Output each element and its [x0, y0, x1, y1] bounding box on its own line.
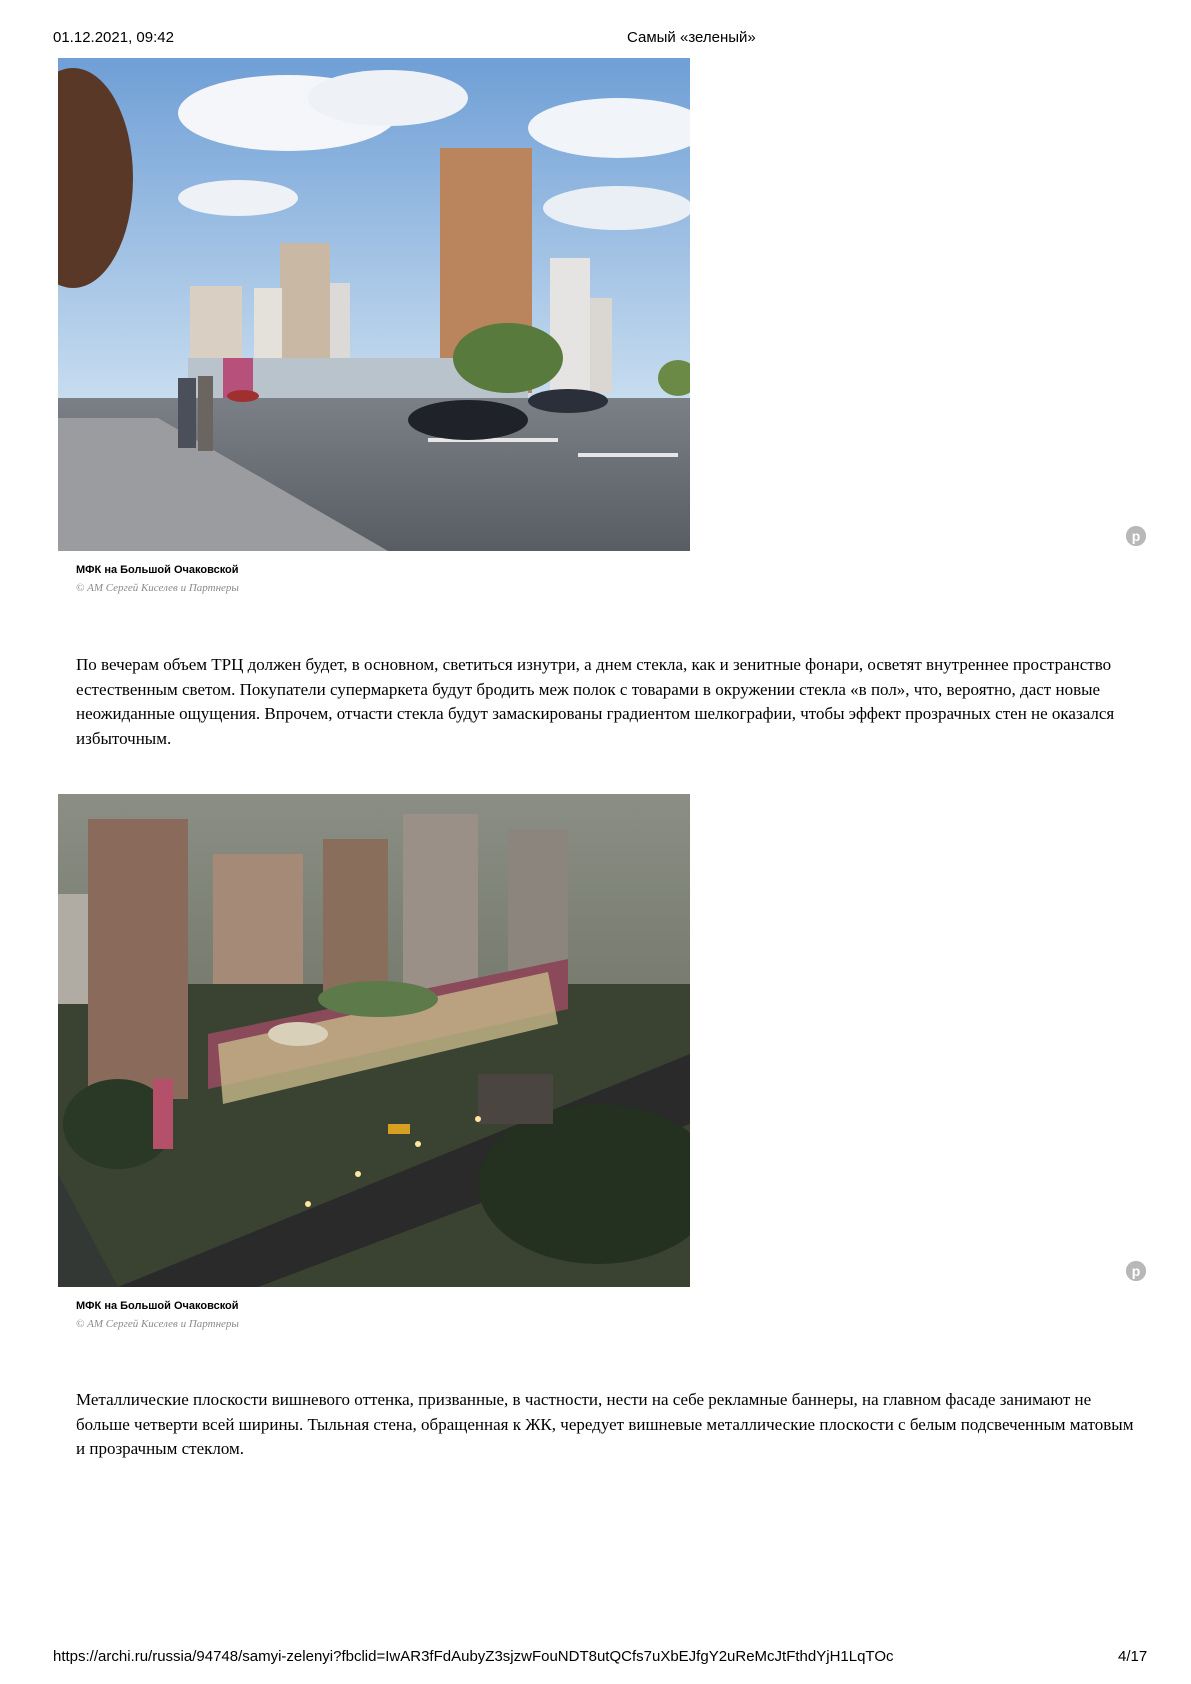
source-url-link[interactable]: https://archi.ru/russia/94748/samyi-zelenyi?fbclid=IwAR3fFdAubyZ3sjzwFouNDT8utQCfs7uXbEJfgY2uReMcJtFthdYjH1LqTOc [53, 1648, 894, 1665]
article-paragraph: По вечерам объем ТРЦ должен будет, в основном, светиться изнутри, а днем стекла, как и зенитные фонари, осветят внутреннее пространство естественным светом. Покупатели супермаркета будут бродить меж полок с товарами в окружении стекла «в пол», что, вероятно, даст новые неожиданные ощущения. Впрочем, отчасти стекла будут замаскированы градиентом шелкографии, чтобы эффект прозрачных стен не оказался избыточным. [76, 655, 1115, 748]
svg-text:p: p [1131, 528, 1141, 544]
print-header-date: 01.12.2021, 09:42 [53, 29, 174, 46]
print-header-title: Самый «зеленый» [627, 29, 756, 46]
page-number: 4/17 [1118, 1648, 1148, 1665]
figure-image-street-view [58, 58, 690, 551]
figure-caption: МФК на Большой Очаковской [76, 564, 239, 576]
svg-text:p: p [1131, 1263, 1141, 1279]
figure-image-aerial-view [58, 794, 690, 1287]
figure-credit: © АМ Сергей Киселев и Партнеры [76, 582, 239, 594]
article-paragraph: Металлические плоскости вишневого оттенка, призванные, в частности, нести на себе рекламные баннеры, на главном фасаде занимают не больше четверти всей ширины. Тыльная стена, обращенная к ЖК, чередует вишневые металлические плоскости с белым подсвеченным матовым и прозрачным стеклом. [76, 1390, 1134, 1458]
pinterest-icon[interactable] [1126, 526, 1146, 546]
pinterest-icon[interactable] [1126, 1261, 1146, 1281]
figure-credit: © АМ Сергей Киселев и Партнеры [76, 1318, 239, 1330]
figure-caption: МФК на Большой Очаковской [76, 1300, 239, 1312]
